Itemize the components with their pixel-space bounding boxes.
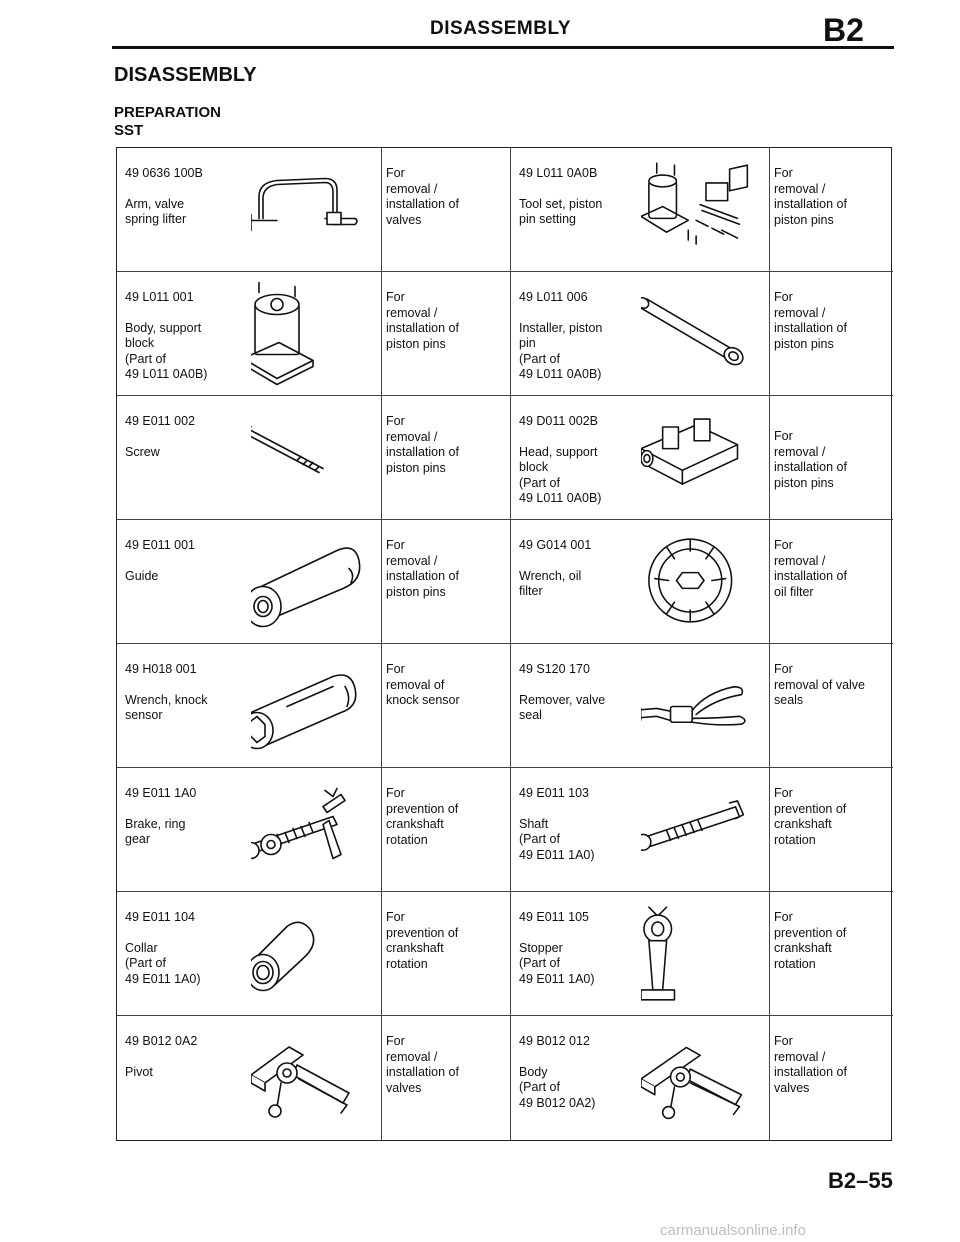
piston-pin-tool-set-icon — [641, 148, 769, 271]
tool-name: Stopper (Part of 49 E011 1A0) — [519, 940, 595, 986]
header-title: DISASSEMBLY — [430, 18, 571, 39]
valve-seal-remover-icon — [641, 644, 769, 767]
ring-gear-brake-icon — [251, 768, 381, 891]
tool-purpose: For removal / installation of valves — [774, 1034, 847, 1095]
tool-name-cell — [511, 1016, 641, 1140]
tool-name-cell — [511, 644, 641, 768]
tool-name: Pivot — [125, 1064, 153, 1079]
tool-illustration-cell — [641, 272, 770, 396]
tool-purpose: For removal / installation of piston pins — [386, 414, 459, 475]
tool-illustration-cell — [641, 396, 770, 520]
tool-name: Arm, valve spring lifter — [125, 196, 187, 226]
watermark: carmanualsonline.info — [660, 1222, 806, 1239]
shaft-icon — [641, 768, 769, 891]
tool-purpose-cell — [770, 892, 893, 1016]
tool-purpose-cell — [382, 148, 511, 272]
tool-part-number: 49 L011 0A0B — [519, 166, 598, 180]
tool-purpose: For prevention of crankshaft rotation — [386, 786, 459, 847]
tool-name: Body, support block (Part of 49 L011 0A0B) — [125, 320, 208, 381]
tool-part-number: 49 L011 001 — [125, 290, 194, 304]
tool-part-number: 49 D011 002B — [519, 414, 598, 428]
tool-part-number: 49 G014 001 — [519, 538, 592, 552]
tool-name: Guide — [125, 568, 159, 583]
tool-purpose-cell — [382, 892, 511, 1016]
tool-name-cell — [511, 396, 641, 520]
tool-purpose-cell — [382, 272, 511, 396]
tool-purpose: For removal / installation of piston pins — [386, 538, 459, 599]
tool-part-number: 49 L011 006 — [519, 290, 588, 304]
tool-name: Collar (Part of 49 E011 1A0) — [125, 940, 201, 986]
tool-illustration-cell — [641, 1016, 770, 1140]
tool-purpose-cell — [770, 768, 893, 892]
tool-purpose: For removal / installation of valves — [386, 166, 459, 227]
tool-purpose: For removal / installation of piston pins — [774, 290, 847, 351]
tool-name: Remover, valve seal — [519, 692, 606, 722]
tool-illustration-cell — [251, 272, 382, 396]
tool-name-cell — [117, 892, 251, 1016]
tool-name-cell — [117, 768, 251, 892]
stopper-icon — [641, 892, 769, 1015]
header-section-code: B2 — [823, 12, 864, 48]
tool-purpose-cell — [382, 644, 511, 768]
screw-icon — [251, 396, 381, 519]
guide-sleeve-icon — [251, 520, 381, 643]
tool-part-number: 49 E011 105 — [519, 910, 589, 924]
tool-part-number: 49 H018 001 — [125, 662, 197, 676]
tool-illustration-cell — [251, 148, 382, 272]
tool-illustration-cell — [251, 768, 382, 892]
tool-name-cell — [511, 892, 641, 1016]
tool-name: Installer, piston pin (Part of 49 L011 0A0B) — [519, 320, 603, 381]
tool-name-cell — [117, 272, 251, 396]
tool-name: Brake, ring gear — [125, 816, 186, 846]
tool-purpose: For removal / installation of piston pins — [774, 429, 847, 490]
tool-illustration-cell — [641, 768, 770, 892]
tool-purpose-cell — [770, 1016, 893, 1140]
header-rule — [112, 46, 894, 49]
tool-purpose: For prevention of crankshaft rotation — [774, 786, 847, 847]
tool-illustration-cell — [251, 892, 382, 1016]
tool-name: Head, support block (Part of 49 L011 0A0B) — [519, 444, 602, 505]
tool-purpose: For removal / installation of valves — [386, 1034, 459, 1095]
tool-name-cell — [511, 768, 641, 892]
valve-spring-lifter-icon — [251, 148, 381, 271]
tool-part-number: 49 B012 0A2 — [125, 1034, 198, 1048]
tool-purpose-cell — [382, 396, 511, 520]
pivot-icon — [251, 1016, 381, 1140]
tool-purpose-cell — [770, 520, 893, 644]
tool-name-cell — [511, 148, 641, 272]
tool-purpose: For removal / installation of oil filter — [774, 538, 847, 599]
tool-part-number: 49 B012 012 — [519, 1034, 590, 1048]
tool-part-number: 49 E011 103 — [519, 786, 589, 800]
tool-part-number: 49 S120 170 — [519, 662, 590, 676]
sub-title — [114, 104, 221, 140]
tool-illustration-cell — [251, 396, 382, 520]
tool-purpose: For removal of knock sensor — [386, 662, 460, 707]
collar-icon — [251, 892, 381, 1015]
tool-illustration-cell — [251, 644, 382, 768]
tool-part-number: 49 E011 002 — [125, 414, 195, 428]
tool-illustration-cell — [251, 520, 382, 644]
tool-part-number: 49 E011 1A0 — [125, 786, 197, 800]
tool-part-number: 49 E011 104 — [125, 910, 195, 924]
tool-illustration-cell — [641, 644, 770, 768]
tool-name: Wrench, oil filter — [519, 568, 582, 598]
tool-purpose: For removal / installation of piston pins — [386, 290, 459, 351]
knock-sensor-wrench-icon — [251, 644, 381, 767]
page-number: B2–55 — [828, 1168, 893, 1193]
tool-part-number: 49 0636 100B — [125, 166, 203, 180]
section-title: DISASSEMBLY — [114, 64, 257, 86]
subtitle-preparation: PREPARATION — [114, 104, 221, 121]
tool-purpose-cell — [770, 148, 893, 272]
tool-name-cell — [117, 148, 251, 272]
tool-name-cell — [511, 272, 641, 396]
piston-pin-installer-icon — [641, 272, 769, 395]
tool-name: Wrench, knock sensor — [125, 692, 208, 722]
sst-table — [116, 147, 892, 1141]
tool-name-cell — [117, 396, 251, 520]
tool-name: Shaft (Part of 49 E011 1A0) — [519, 816, 595, 862]
tool-name: Body (Part of 49 B012 0A2) — [519, 1064, 596, 1110]
oil-filter-wrench-icon — [641, 520, 769, 643]
tool-name: Tool set, piston pin setting — [519, 196, 603, 226]
body-icon — [641, 1016, 769, 1140]
support-block-body-icon — [251, 272, 381, 395]
tool-name-cell — [511, 520, 641, 644]
tool-illustration-cell — [641, 520, 770, 644]
tool-purpose-cell — [382, 520, 511, 644]
tool-purpose-cell — [382, 1016, 511, 1140]
tool-purpose-cell — [770, 644, 893, 768]
tool-purpose-cell — [382, 768, 511, 892]
tool-name-cell — [117, 1016, 251, 1140]
support-block-head-icon — [641, 396, 769, 519]
tool-illustration-cell — [251, 1016, 382, 1140]
tool-purpose-cell — [770, 272, 893, 396]
tool-purpose: For removal of valve seals — [774, 662, 866, 707]
tool-purpose: For prevention of crankshaft rotation — [774, 910, 847, 971]
tool-name-cell — [117, 644, 251, 768]
tool-name: Screw — [125, 444, 160, 459]
tool-name-cell — [117, 520, 251, 644]
tool-purpose-cell — [770, 396, 893, 520]
tool-purpose: For prevention of crankshaft rotation — [386, 910, 459, 971]
tool-illustration-cell — [641, 148, 770, 272]
tool-purpose: For removal / installation of piston pins — [774, 166, 847, 227]
subtitle-sst: SST — [114, 122, 144, 139]
tool-illustration-cell — [641, 892, 770, 1016]
tool-part-number: 49 E011 001 — [125, 538, 195, 552]
